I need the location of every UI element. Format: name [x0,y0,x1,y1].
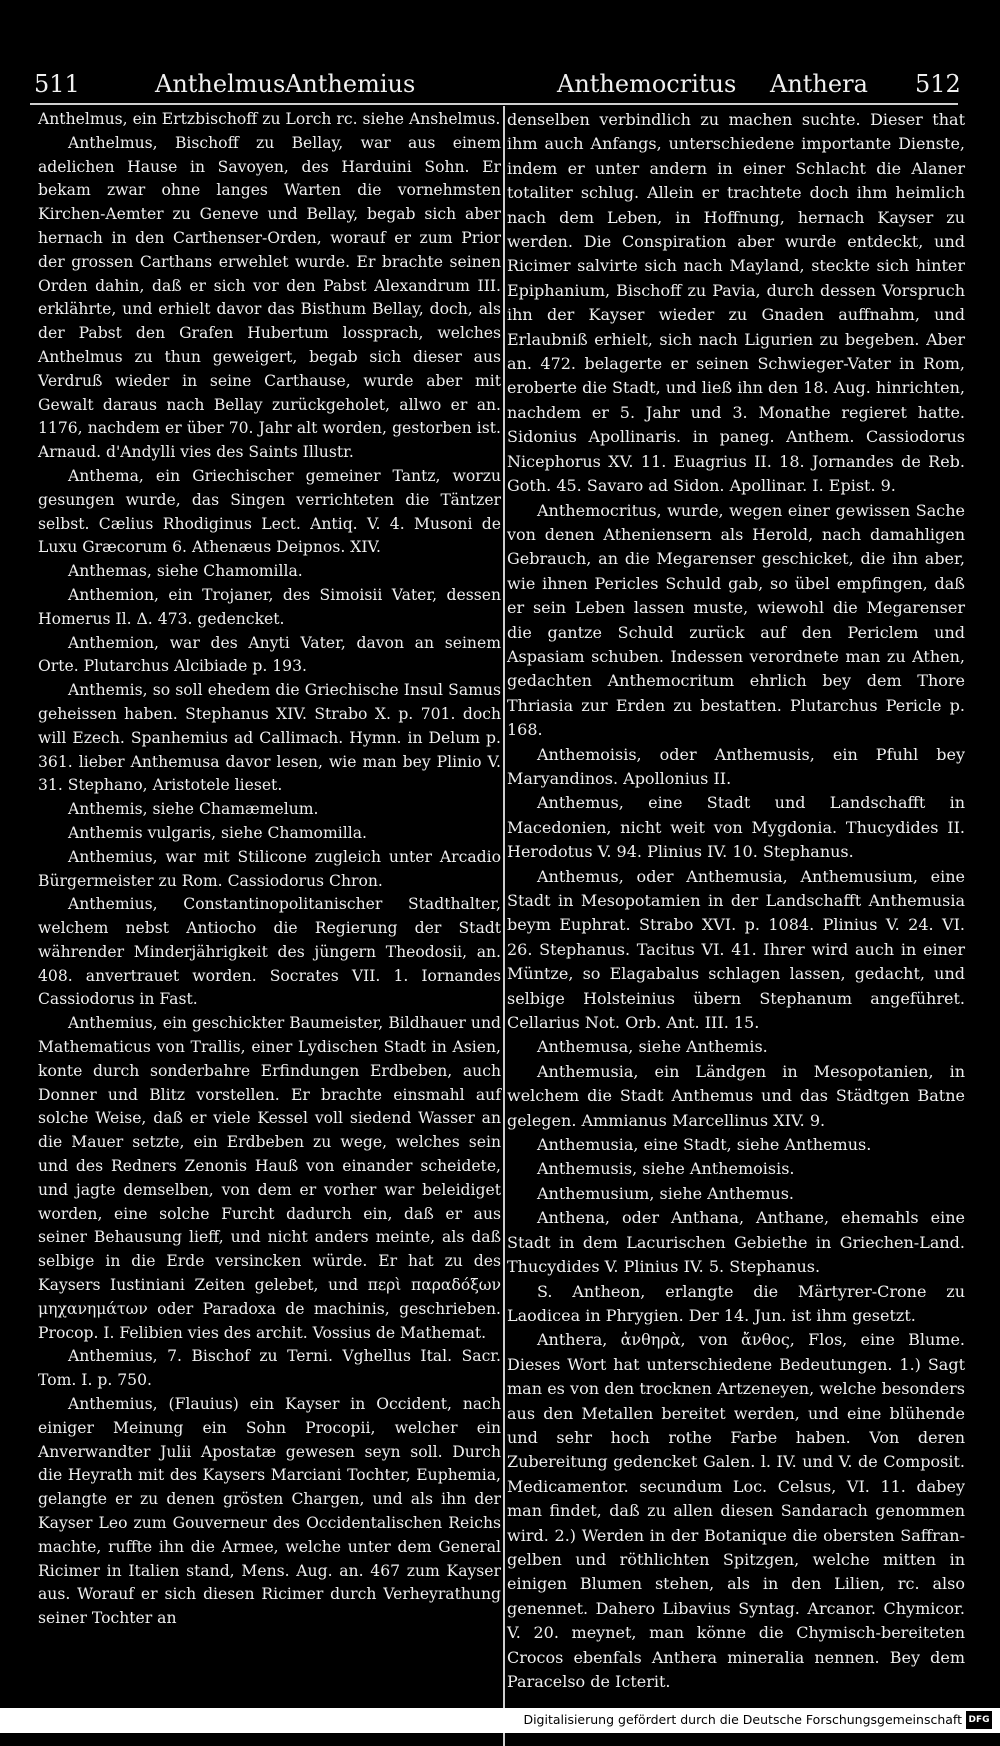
left-column [38,108,501,1631]
entry-paragraph: Anthemus, eine Stadt und Landschafft in Macedonien, nicht weit von Mygdonia. Thucydides II. Herodotus V. 94. Plinius IV. 10. Stephanus. [507,793,965,862]
entry-paragraph: Anthelmus, Bischoff zu Bellay, war aus einem adelichen Hause in Savoyen, des Harduini Sohn. Er bekam zwar ohne langes Warten die vornehmsten Kirchen-Aemter zu Geneve und Bellay, begab sich aber hernach in den Carthenser-Orden, worauf er zum Prior der grossen Carthans erwehlet wurde. Er brachte seinen Orden dahin, daß er sich vor den Pabst Alexandrum III. erklährte, und erhielt davor das Bisthum Bellay, doch, als der Pabst den Grafen Hubertum lossprach, welches Anthelmus zu thun geweigert, begab sich dieser aus Verdruß wieder in seine Carthause, wurde aber mit Gewalt daraus nach Bellay zurückgeholet, allwo er an. 1176, nachdem er über 70. Jahr alt worden, gestorben ist. Arnaud. d'Andylli vies des Saints Illustr. [38,133,501,462]
entry-paragraph: Anthemis, so soll ehedem die Griechische Insul Samus geheissen haben. Stephanus XIV. Strabo X. p. 701. doch will Ezech. Spanhemius ad Callimach. Hymn. in Delum p. 361. lieber Anthemusa davor lesen, wie man bey Plinio V. 31. Stephano, Aristotele lieset. [38,681,501,795]
footer-bar [0,1708,1000,1733]
entry-paragraph: Anthelmus, ein Ertzbischoff zu Lorch rc. siehe Anshelmus. [38,110,501,128]
header-keyword-right-1: Anthemocritus [557,70,737,98]
dfg-logo-icon: DFG [966,1711,992,1729]
entry-paragraph: Anthemion, ein Trojaner, des Simoisii Vater, dessen Homerus Il. Δ. 473. gedencket. [38,585,501,628]
page-number-right: 512 [915,70,961,98]
entry-paragraph: Anthemius, Constantinopolitanischer Stadthalter, welchem nebst Antiocho die Regierung der Stadt währender Minderjährigkeit des jüngern Theodosii, an. 408. anvertrauet worden. Socrates VII. 1. Iornandes Cassiodorus in Fast. [38,895,501,1009]
entry-paragraph: Anthemus, oder Anthemusia, Anthemusium, eine Stadt in Mesopotamien in der Landschafft Anthemusia beym Euphrat. Strabo XVI. p. 1084. Plinius V. 24. VI. 26. Stephanus. Tacitus VI. 41. Ihrer wird auch in einer Müntze, so Elagabalus schlagen lassen, gedacht, und selbige Holsteinius übern Stephanum angeführet. Cellarius Not. Orb. Ant. III. 15. [507,866,965,1033]
entry-paragraph: Anthemis vulgaris, siehe Chamomilla. [68,823,367,842]
entry-paragraph: Anthemis, siehe Chamæmelum. [68,800,319,819]
entry-paragraph: Anthemius, war mit Stilicone zugleich unter Arcadio Bürgermeister zu Rom. Cassiodorus Chron. [38,847,501,890]
entry-paragraph: S. Antheon, erlangte die Märtyrer-Crone zu Laodicea in Phrygien. Der 14. Jun. ist ihm gesetzt. [507,1281,965,1325]
entry-paragraph: Anthena, oder Anthana, Anthane, ehemahls eine Stadt in dem Lacurischen Gebiethe in Griechen-Land. Thucydides V. Plinius IV. 5. Stephanus. [507,1208,965,1277]
entry-paragraph: Anthema, ein Griechischer gemeiner Tantz, worzu gesungen wurde, das Singen verrichteten die Täntzer selbst. Cælius Rhodiginus Lect. Antiq. V. 4. Musoni de Luxu Græcorum 6. Athenæus Deipnos. XIV. [38,466,501,557]
entry-paragraph: Anthera, ἀνθηρὰ, von ἄνθος, Flos, eine Blume. Dieses Wort hat unterschiedene Bedeutungen. 1.) Sagt man es von den trocknen Artzeneyen, welche besonders aus den Metallen bereitet werden, und eine blühende und sehr hoch rothe Farbe haben. Von deren Zubereitung gedencket Galen. l. IV. und V. de Composit. Medicamentor. secundum Loc. Celsus, VI. 11. dabey man findet, daß zu allen diesen Sandarach genommen wird. 2.) Werden in der Botanique die obersten Saffran-gelben und röthlichten Spitzgen, welche mitten in einigen Blumen stehen, als in den Lilien, rc. also genennet. Dahero Libavius Syntag. Arcanor. Chymicor. V. 20. meynet, man könne die Chymisch-bereiteten Crocos ebenfals Anthera mineralia nennen. Bey dem Paracelso de Icterit. [507,1330,965,1691]
entry-paragraph: Anthemius, ein geschickter Baumeister, Bildhauer und Mathematicus von Trallis, einer Lydischen Stadt in Asien, konte durch sonderbahre Erfindungen Erdbeben, auch Donner und Blitz vorstellen. Er brachte einsmahl auf solche Weise, daß er viele Kessel voll siedend Wasser an die Mauer setzte, ein Erdbeben zu wege, welches sein und des Redners Zenonis Hauß von einander scheidete, und jagte demselben, von dem er vorher war beleidiget worden, eine solche Furcht dadurch ein, daß er aus seiner Behausung lieff, und nicht anders meinte, als daß selbige in die Erde versincken würde. Er hat zu des Kaysers Iustiniani Zeiten gelebet, und περὶ παραδόξων μηχανημάτων oder Paradoxa de machinis, geschrieben. Procop. I. Felibien vies des archit. Vossius de Mathemat. [38,1014,501,1342]
header-keyword-right-2: Anthera [770,70,868,98]
funding-credit: Digitalisierung gefördert durch die Deutsche Forschungsgemeinschaft [523,1712,962,1727]
running-header [30,64,962,104]
header-keyword-left-2: Anthemius [285,70,416,98]
entry-paragraph: Anthemoisis, oder Anthemusis, ein Pfuhl bey Maryandinos. Apollonius II. [507,744,965,788]
entry-paragraph: Anthemusia, eine Stadt, siehe Anthemus. [537,1135,872,1155]
entry-paragraph: Anthemusis, siehe Anthemoisis. [537,1159,795,1179]
entry-paragraph: denselben verbindlich zu machen suchte. Dieser that ihm auch Anfangs, unterschiedene importante Dienste, indem er unter andern in einer Schlacht die Alaner totaliter schlug. Allein er trachtete doch ihm heimlich nach dem Leben, in Hoffnung, hernach Kayser zu werden. Die Conspiration aber wurde entdeckt, und Ricimer salvirte sich nach Mayland, steckte sich hinter Epiphanium, Bischoff zu Pavia, durch dessen Vorspruch ihn der Kayser wieder zu Gnaden auffnahm, und Erlaubniß erhielt, sich nach Ligurien zu begeben. Aber an. 472. belagerte er seinen Schwieger-Vater in Rom, eroberte die Stadt, und ließ ihn den 18. Aug. hinrichten, nachdem er 5. Jahr und 3. Monathe regieret hatte. Sidonius Apollinaris. in paneg. Anthem. Cassiodorus Nicephorus XV. 11. Euagrius II. 18. Jornandes de Reb. Goth. 45. Savaro ad Sidon. Apollinar. I. Epist. 9. [507,110,965,496]
header-keyword-left-1: Anthelmus [155,70,286,98]
entry-paragraph: Anthemusium, siehe Anthemus. [537,1183,795,1203]
header-rule [30,103,958,105]
column-divider [503,106,505,1746]
entry-paragraph: Anthemocritus, wurde, wegen einer gewissen Sache von denen Atheniensern als Herold, nach damahligen Gebrauch, an die Megarenser geschicket, die ihn aber, wie ihnen Pericles Schuld gab, so übel empfingen, daß er sein Leben lassen muste, wiewohl die Megarenser die gantze Schuld zurück auf den Periclem und Aspasiam schuben. Indessen verordnete man zu Athen, gedachten Anthemocritum ehrlich bey dem Thore Thriasia zur Erden zu bestatten. Plutarchus Pericle p. 168. [507,500,965,740]
entry-paragraph: Anthemas, siehe Chamomilla. [68,562,303,581]
right-column [507,108,965,1694]
entry-paragraph: Anthemius, (Flauius) ein Kayser in Occident, nach einiger Meinung ein Sohn Procopii, welcher ein Anverwandter Julii Apostatæ gewesen seyn soll. Durch die Heyrath mit des Kaysers Marciani Tochter, Euphemia, gelangte er zu denen grösten Chargen, und als ihn der Kayser Leo zum Gouverneur des Occidentalischen Reichs machte, ruffte ihn die Armee, welche unter dem General Ricimer in Italien stand, Mens. Aug. an. 467 zum Kayser aus. Worauf er sich diesen Ricimer durch Verheyrathung seiner Tochter an [38,1395,501,1628]
entry-paragraph: Anthemius, 7. Bischof zu Terni. Vghellus Ital. Sacr. Tom. I. p. 750. [38,1347,501,1390]
entry-paragraph: Anthemusa, siehe Anthemis. [537,1037,768,1057]
entry-paragraph: Anthemion, war des Anyti Vater, davon an seinem Orte. Plutarchus Alcibiade p. 193. [38,633,501,676]
page-number-left: 511 [34,70,80,98]
entry-paragraph: Anthemusia, ein Ländgen in Mesopotanien, in welchem die Stadt Anthemus und das Städtgen Batne gelegen. Ammianus Marcellinus XIV. 9. [507,1061,965,1130]
